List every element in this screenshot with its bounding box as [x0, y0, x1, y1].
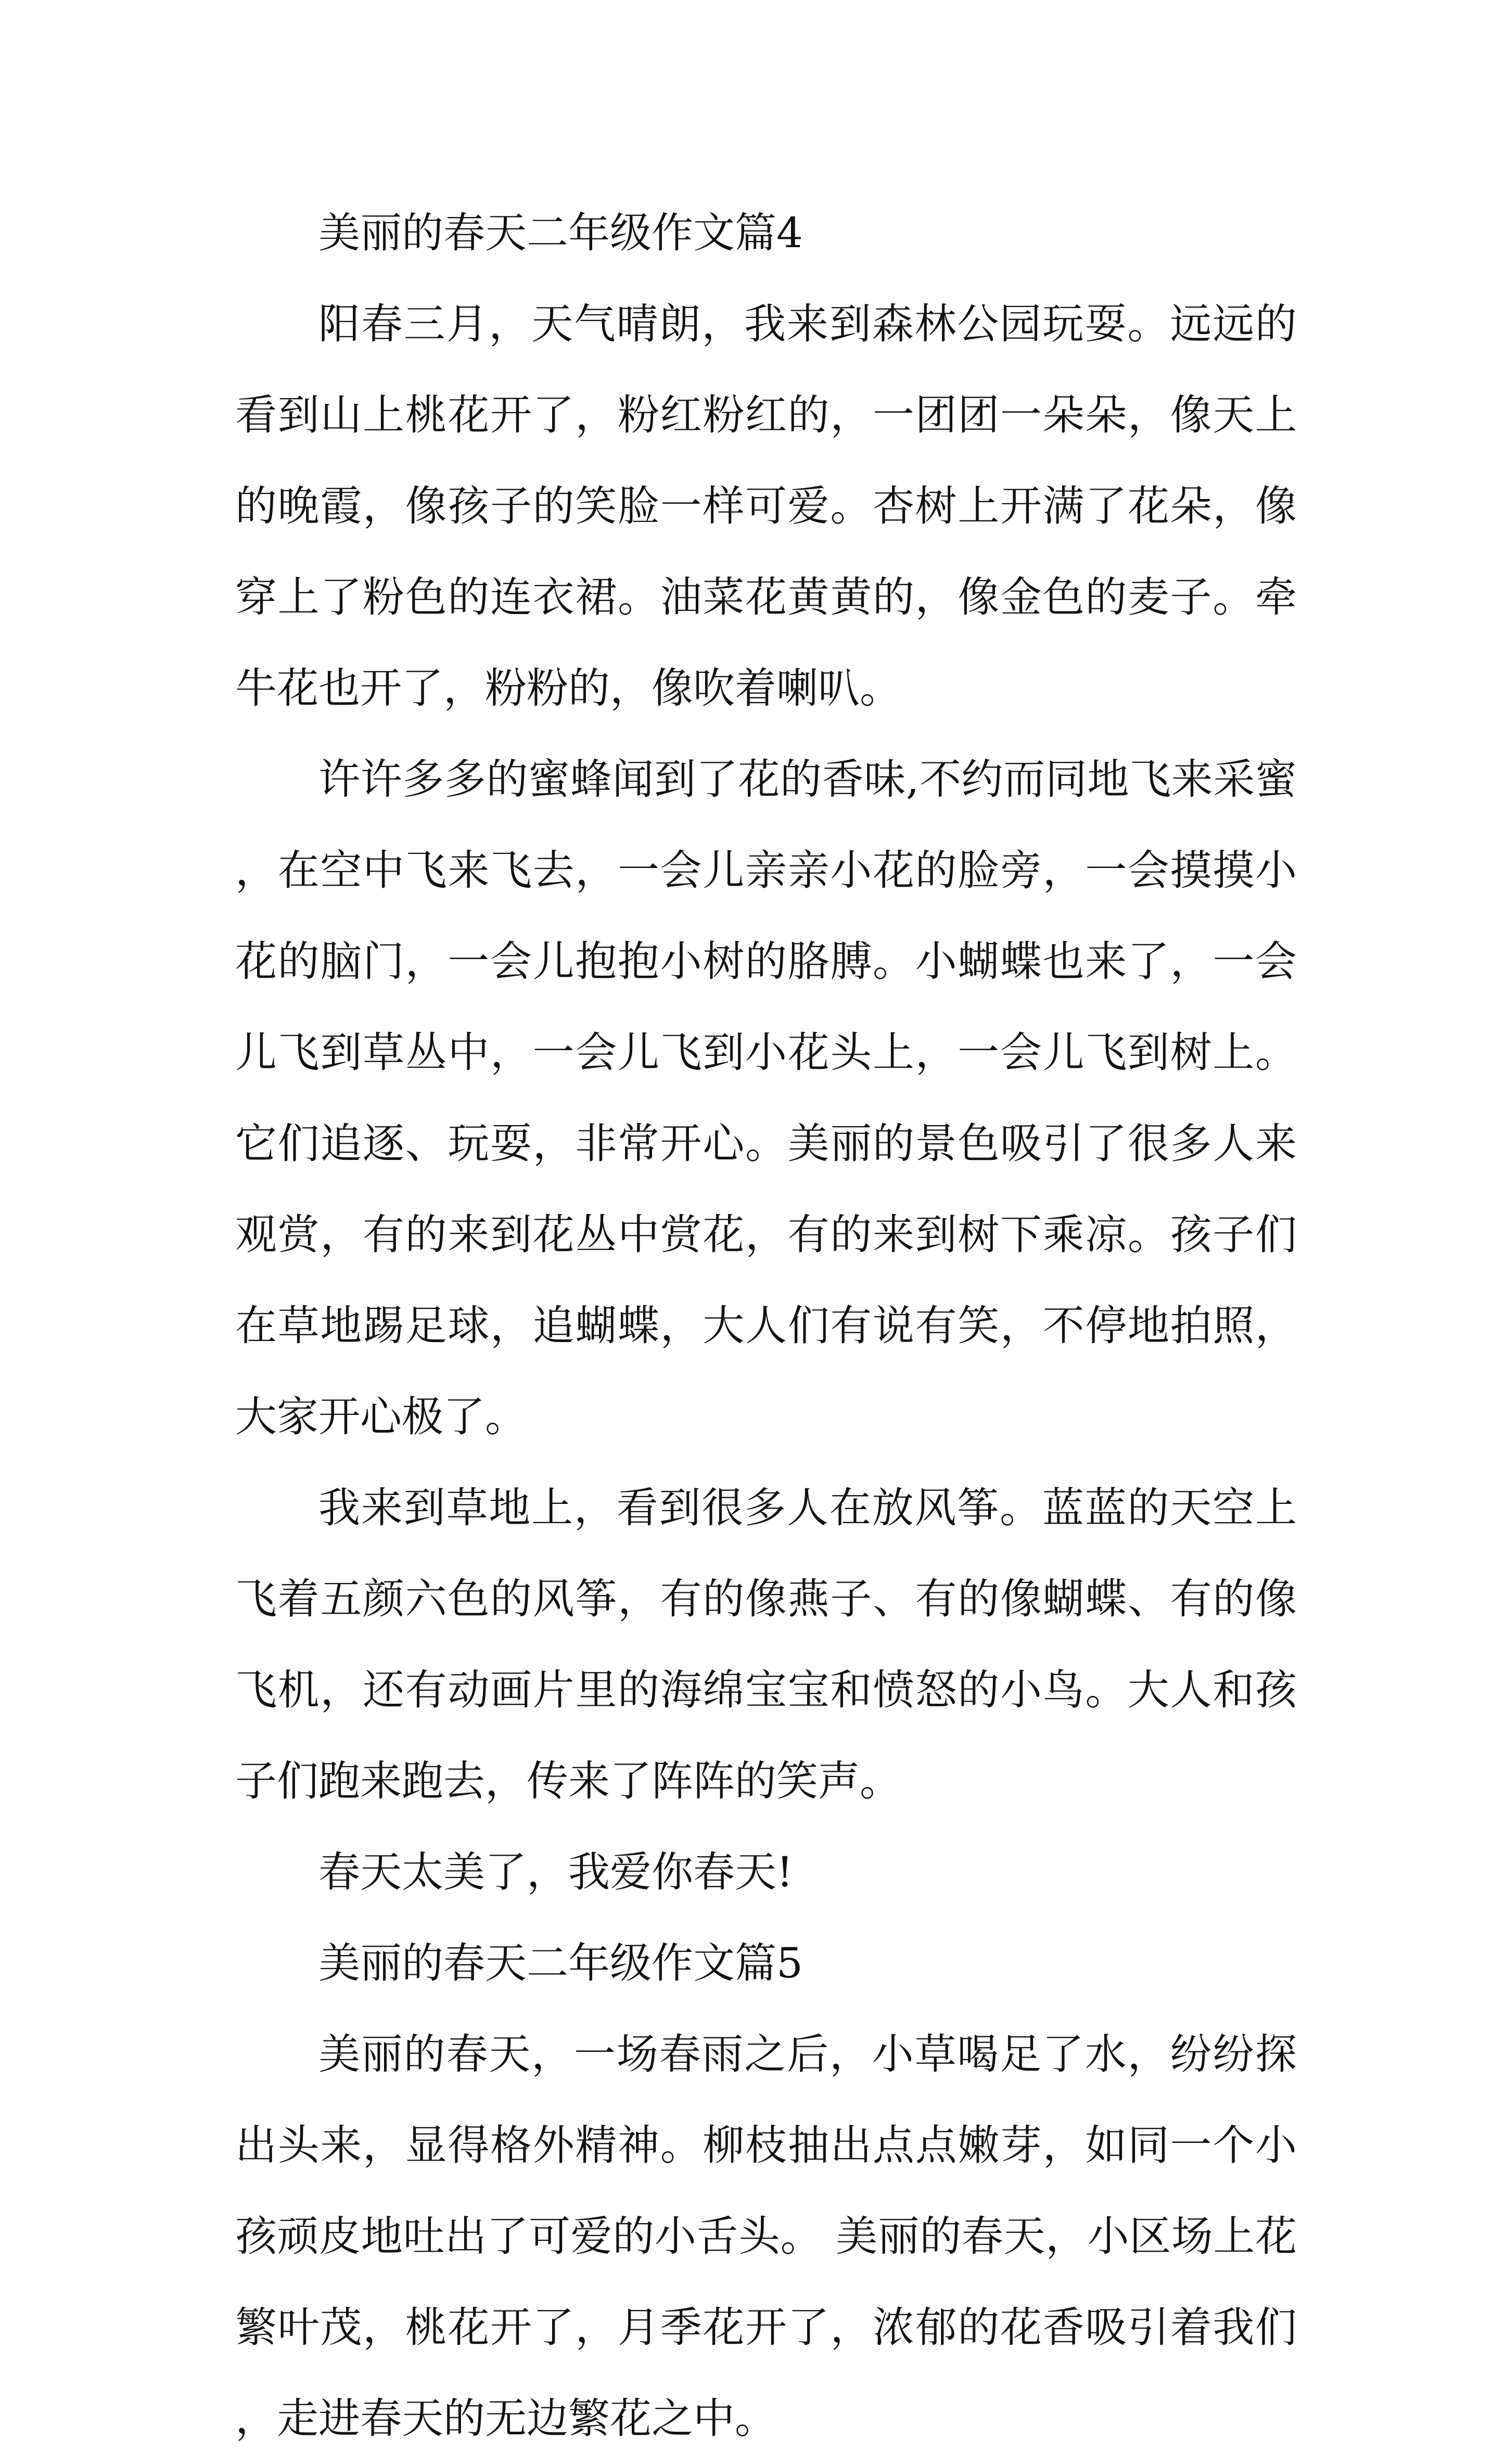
paragraph-kites: 我来到草地上，看到很多人在放风筝。蓝蓝的天空上飞着五颜六色的风筝，有的像燕子、有的像蝴蝶、有的像飞机，还有动画片里的海绵宝宝和愤怒的小鸟。大人和孩子们跑来跑去，传来了阵阵的笑声。 [235, 1484, 1297, 1805]
document-body [235, 187, 1297, 2464]
paragraph-spring-rain: 美丽的春天，一场春雨之后，小草喝足了水，纷纷探出头来，显得格外精神。柳枝抽出点点嫩芽，如同一个小孩顽皮地吐出了可爱的小舌头。 美丽的春天，小区场上花繁叶茂，桃花开了，月季花开了，浓郁的花香吸引着我们，走进春天的无边繁花之中。 [235, 2030, 1297, 2443]
paragraph-closing: 春天太美了，我爱你春天! [318, 1848, 794, 1896]
essay-heading-4: 美丽的春天二年级作文篇4 [318, 209, 803, 257]
paragraph-spring-park: 阳春三月，天气晴朗，我来到森林公园玩耍。远远的看到山上桃花开了，粉红粉红的，一团团一朵朵，像天上的晚霞，像孩子的笑脸一样可爱。杏树上开满了花朵，像穿上了粉色的连衣裙。油菜花黄黄的，像金色的麦子。牵牛花也开了，粉粉的，像吹着喇叭。 [235, 300, 1297, 712]
paragraph-bees-butterflies: 许许多多的蜜蜂闻到了花的香味,不约而同地飞来采蜜，在空中飞来飞去，一会儿亲亲小花的脸旁，一会摸摸小花的脑门，一会儿抱抱小树的胳膊。小蝴蝶也来了，一会儿飞到草丛中，一会儿飞到小花头上，一会儿飞到树上。它们追逐、玩耍，非常开心。美丽的景色吸引了很多人来观赏，有的来到花丛中赏花，有的来到树下乘凉。孩子们在草地踢足球，追蝴蝶，大人们有说有笑，不停地拍照，大家开心极了。 [235, 755, 1297, 1441]
essay-heading-5: 美丽的春天二年级作文篇5 [318, 1939, 803, 1987]
